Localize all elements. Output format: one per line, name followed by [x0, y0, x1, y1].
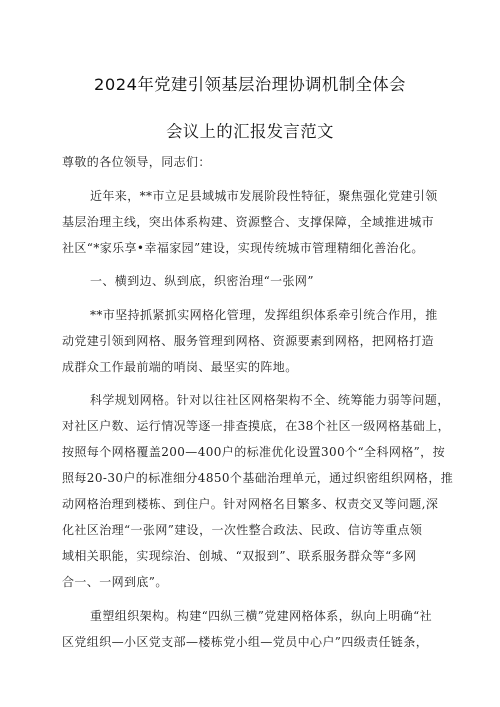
paragraph-line: 动党建引领到网格、服务管理到网格、资源要素到网格，把网格打造	[62, 334, 435, 348]
paragraph-line: 合一、一网到底”。	[62, 575, 168, 589]
paragraph-line: **市坚持抓紧抓实网格化管理，发挥组织体系牵引统合作用，推	[90, 308, 438, 322]
paragraph-line: 重塑组织架构。构建“四纵三横”党建网格体系，纵向上明确“社	[90, 609, 433, 623]
paragraph-line: 近年来，**市立足县域城市发展阶段性特征，聚焦强化党建引领	[90, 189, 438, 203]
paragraph-line: 按照每个网格覆盖200—400户的标准优化设置300个“全科网格”，按	[62, 445, 445, 459]
paragraph-line: 社区“*家乐享•幸福家园”建设，实现传统城市管理精细化善治化。	[62, 241, 424, 255]
paragraph-line: 动网格治理到楼栋、到住户。针对网格名目繁多、权责交叉等问题,深	[62, 497, 439, 511]
paragraph-line: 照每20-30户的标准细分4850个基础治理单元，通过织密组织网格，推	[62, 471, 454, 485]
paragraph-line: 对社区户数、运行情况等逐一排查摸底，在38个社区一级网格基础上，	[62, 419, 451, 433]
paragraph-line: 区党组织—小区党支部—楼栋党小组—党员中心户”四级责任链条，	[62, 635, 429, 649]
document-title-line-2: 会议上的汇报发言范文	[166, 122, 334, 141]
paragraph-line: 科学规划网格。针对以往社区网格架构不全、统筹能力弱等问题，	[90, 393, 450, 407]
paragraph-line: 成群众工作最前端的哨岗、最坚实的阵地。	[62, 360, 298, 374]
section-heading: 一、横到边、纵到底，织密治理“一张网”	[90, 274, 314, 288]
document-title-line-1: 2024年党建引领基层治理协调机制全体会	[94, 75, 406, 94]
paragraph-line: 基层治理主线，突出体系构建、资源整合、支撑保障，全域推进城市	[62, 215, 435, 229]
paragraph-line: 化社区治理“一张网”建设，一次性整合政法、民政、信访等重点领	[62, 523, 423, 537]
salutation: 尊敬的各位领导，同志们：	[62, 155, 211, 169]
paragraph-line: 域相关职能，实现综治、创城、“双报到”、联系服务群众等“多网	[62, 549, 417, 563]
